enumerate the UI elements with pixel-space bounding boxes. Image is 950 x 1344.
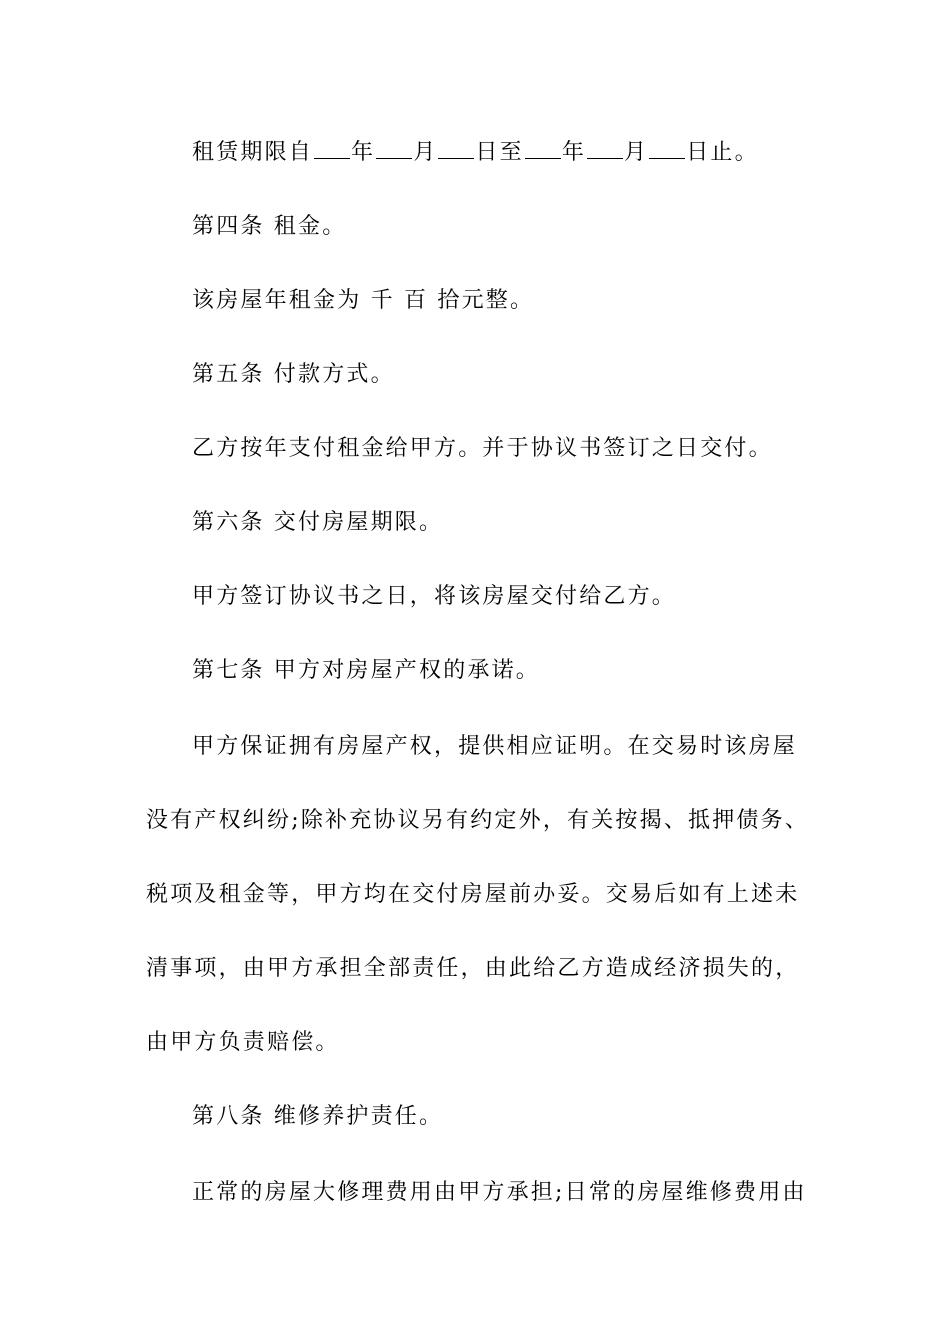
blank-start-month <box>376 138 412 159</box>
article-8-heading: 第八条 维修养护责任。 <box>192 1104 444 1129</box>
blank-end-year <box>525 138 561 159</box>
blank-start-year <box>314 138 350 159</box>
article-8-paragraph-line-1: 正常的房屋大修理费用由甲方承担;日常的房屋维修费用由 <box>192 1180 807 1205</box>
day-to-label: 日至 <box>475 140 524 165</box>
month-label: 月 <box>624 140 649 165</box>
day-end-label: 日止。 <box>686 140 759 165</box>
article-7-paragraph-line-3: 税项及租金等，甲方均在交付房屋前办妥。交易后如有上述未 <box>146 882 800 907</box>
month-label: 月 <box>413 140 438 165</box>
article-7-heading: 第七条 甲方对房屋产权的承诺。 <box>192 658 540 683</box>
delivery-line: 甲方签订协议书之日，将该房屋交付给乙方。 <box>192 584 677 609</box>
article-5-heading: 第五条 付款方式。 <box>192 362 395 387</box>
article-4-heading: 第四条 租金。 <box>192 214 347 239</box>
article-7-paragraph-line-4: 清事项，由甲方承担全部责任，由此给乙方造成经济损失的， <box>146 956 800 981</box>
article-6-heading: 第六条 交付房屋期限。 <box>192 510 444 535</box>
year-label: 年 <box>351 140 376 165</box>
blank-end-month <box>587 138 623 159</box>
article-7-paragraph-line-5: 由甲方负责赔偿。 <box>146 1030 340 1055</box>
year-label: 年 <box>561 140 587 165</box>
article-7-paragraph-line-1: 甲方保证拥有房屋产权，提供相应证明。在交易时该房屋 <box>192 734 798 759</box>
lease-term-line <box>192 138 872 168</box>
payment-method-line: 乙方按年支付租金给甲方。并于协议书签订之日交付。 <box>192 436 773 461</box>
lease-term-start-text: 租赁期限自 <box>192 140 314 165</box>
article-7-paragraph-line-2: 没有产权纠纷;除补充协议另有约定外，有关按揭、抵押债务、 <box>146 808 810 833</box>
blank-end-day <box>649 138 685 159</box>
blank-start-day <box>438 138 474 159</box>
rent-amount-line: 该房屋年租金为 千 百 拾元整。 <box>192 288 535 313</box>
